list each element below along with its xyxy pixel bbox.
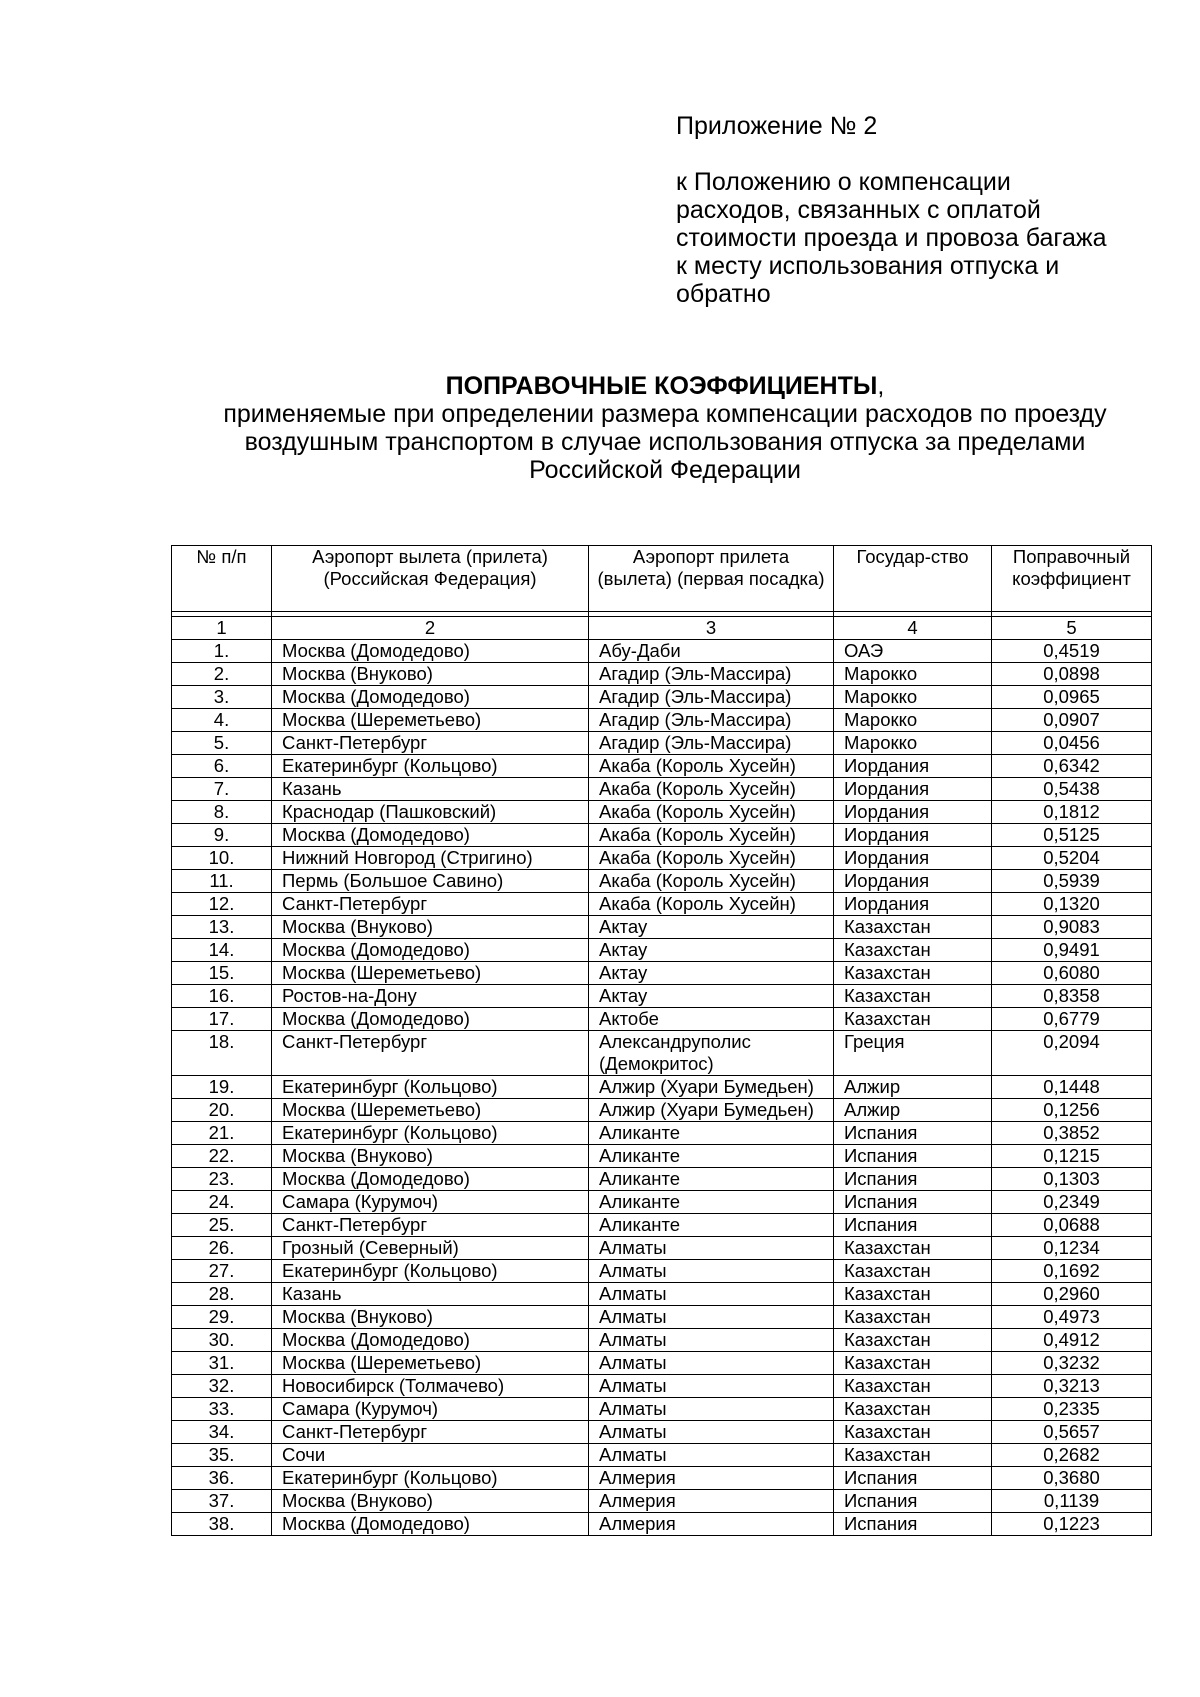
- table-row: [172, 962, 1152, 985]
- departure-airport-cell: Москва (Домодедово): [272, 1329, 589, 1352]
- coefficient-cell: 0,6779: [992, 1008, 1152, 1031]
- coefficient-cell: 0,1215: [992, 1145, 1152, 1168]
- heading-subtitle-line: применяемые при определении размера компенсации расходов по проезду: [223, 400, 1107, 428]
- row-number-cell: 5.: [172, 732, 272, 755]
- country-cell: Казахстан: [834, 1329, 992, 1352]
- country-cell: Иордания: [834, 755, 992, 778]
- departure-airport-cell: Новосибирск (Толмачево): [272, 1375, 589, 1398]
- row-number-cell: 13.: [172, 916, 272, 939]
- row-number-cell: 1.: [172, 640, 272, 663]
- table-row: [172, 847, 1152, 870]
- coefficient-cell: 0,4973: [992, 1306, 1152, 1329]
- appendix-line: к месту использования отпуска и: [676, 252, 1060, 280]
- country-cell: Испания: [834, 1122, 992, 1145]
- coefficient-cell: 0,0688: [992, 1214, 1152, 1237]
- header-coefficient: Поправочный коэффициент: [992, 546, 1152, 612]
- arrival-airport-cell: Алматы: [589, 1444, 834, 1467]
- country-cell: Казахстан: [834, 1352, 992, 1375]
- arrival-airport-cell: Алматы: [589, 1283, 834, 1306]
- departure-airport-cell: Грозный (Северный): [272, 1237, 589, 1260]
- arrival-airport-cell: Аликанте: [589, 1191, 834, 1214]
- country-cell: Марокко: [834, 663, 992, 686]
- country-cell: Казахстан: [834, 916, 992, 939]
- table-row: [172, 755, 1152, 778]
- country-cell: Казахстан: [834, 1260, 992, 1283]
- table-row: [172, 1168, 1152, 1191]
- country-cell: Алжир: [834, 1076, 992, 1099]
- row-number-cell: 30.: [172, 1329, 272, 1352]
- country-cell: Казахстан: [834, 1008, 992, 1031]
- country-cell: Марокко: [834, 732, 992, 755]
- departure-airport-cell: Нижний Новгород (Стригино): [272, 847, 589, 870]
- departure-airport-cell: Москва (Домодедово): [272, 1008, 589, 1031]
- coefficient-cell: 0,1303: [992, 1168, 1152, 1191]
- coefficient-cell: 0,2960: [992, 1283, 1152, 1306]
- departure-airport-cell: Москва (Внуково): [272, 1145, 589, 1168]
- departure-airport-cell: Пермь (Большое Савино): [272, 870, 589, 893]
- coefficient-cell: 0,1256: [992, 1099, 1152, 1122]
- arrival-airport-cell: Алматы: [589, 1260, 834, 1283]
- table-row: [172, 1513, 1152, 1536]
- heading-title: ПОПРАВОЧНЫЕ КОЭФФИЦИЕНТЫ: [445, 372, 878, 400]
- country-cell: Иордания: [834, 778, 992, 801]
- heading-title-line: [150, 372, 1180, 400]
- coefficient-cell: 0,2335: [992, 1398, 1152, 1421]
- departure-airport-cell: Москва (Шереметьево): [272, 962, 589, 985]
- table-row: [172, 801, 1152, 824]
- table-row: [172, 1237, 1152, 1260]
- coefficient-cell: 0,4519: [992, 640, 1152, 663]
- appendix-line: стоимости проезда и провоза багажа: [676, 224, 1107, 252]
- country-cell: ОАЭ: [834, 640, 992, 663]
- header-departure-airport: Аэропорт вылета (прилета) (Российская Федерация): [272, 546, 589, 612]
- arrival-airport-cell: Агадир (Эль-Массира): [589, 709, 834, 732]
- column-number: 3: [589, 617, 834, 640]
- document-heading: [150, 372, 1180, 484]
- country-cell: Марокко: [834, 686, 992, 709]
- table-row: [172, 1191, 1152, 1214]
- row-number-cell: 2.: [172, 663, 272, 686]
- coefficient-cell: 0,3213: [992, 1375, 1152, 1398]
- table-row: [172, 732, 1152, 755]
- departure-airport-cell: Екатеринбург (Кольцово): [272, 1122, 589, 1145]
- country-cell: Иордания: [834, 801, 992, 824]
- row-number-cell: 20.: [172, 1099, 272, 1122]
- departure-airport-cell: Москва (Шереметьево): [272, 1352, 589, 1375]
- country-cell: Греция: [834, 1031, 992, 1076]
- coefficient-cell: 0,1812: [992, 801, 1152, 824]
- coefficient-cell: 0,8358: [992, 985, 1152, 1008]
- arrival-airport-cell: Акаба (Король Хусейн): [589, 778, 834, 801]
- table-row: [172, 870, 1152, 893]
- arrival-airport-cell: Актау: [589, 939, 834, 962]
- departure-airport-cell: Краснодар (Пашковский): [272, 801, 589, 824]
- table-row: [172, 640, 1152, 663]
- arrival-airport-cell: Акаба (Король Хусейн): [589, 893, 834, 916]
- arrival-airport-cell: Акаба (Король Хусейн): [589, 870, 834, 893]
- coefficient-cell: 0,1234: [992, 1237, 1152, 1260]
- header-number: № п/п: [172, 546, 272, 612]
- country-cell: Иордания: [834, 824, 992, 847]
- coefficient-cell: 0,5204: [992, 847, 1152, 870]
- row-number-cell: 36.: [172, 1467, 272, 1490]
- row-number-cell: 23.: [172, 1168, 272, 1191]
- country-cell: Казахстан: [834, 939, 992, 962]
- table-row: [172, 663, 1152, 686]
- table-row: [172, 1076, 1152, 1099]
- row-number-cell: 9.: [172, 824, 272, 847]
- arrival-airport-cell: Алматы: [589, 1329, 834, 1352]
- table-row: [172, 1099, 1152, 1122]
- coefficient-cell: 0,3680: [992, 1467, 1152, 1490]
- row-number-cell: 11.: [172, 870, 272, 893]
- row-number-cell: 34.: [172, 1421, 272, 1444]
- departure-airport-cell: Санкт-Петербург: [272, 732, 589, 755]
- country-cell: Казахстан: [834, 1306, 992, 1329]
- departure-airport-cell: Москва (Внуково): [272, 1490, 589, 1513]
- departure-airport-cell: Москва (Домодедово): [272, 686, 589, 709]
- column-number-row: [172, 617, 1152, 640]
- departure-airport-cell: Москва (Домодедово): [272, 939, 589, 962]
- arrival-airport-cell: Алматы: [589, 1375, 834, 1398]
- column-number: 1: [172, 617, 272, 640]
- row-number-cell: 19.: [172, 1076, 272, 1099]
- coefficient-cell: 0,5939: [992, 870, 1152, 893]
- row-number-cell: 18.: [172, 1031, 272, 1076]
- table-row: [172, 1352, 1152, 1375]
- departure-airport-cell: Казань: [272, 1283, 589, 1306]
- row-number-cell: 38.: [172, 1513, 272, 1536]
- departure-airport-cell: Екатеринбург (Кольцово): [272, 755, 589, 778]
- arrival-airport-cell: Акаба (Король Хусейн): [589, 755, 834, 778]
- row-number-cell: 31.: [172, 1352, 272, 1375]
- table-header-row: [172, 546, 1152, 612]
- departure-airport-cell: Санкт-Петербург: [272, 1031, 589, 1076]
- heading-subtitle-line: Российской Федерации: [529, 456, 801, 484]
- table-row: [172, 1467, 1152, 1490]
- departure-airport-cell: Москва (Домодедово): [272, 640, 589, 663]
- arrival-airport-cell: Алматы: [589, 1421, 834, 1444]
- country-cell: Испания: [834, 1467, 992, 1490]
- row-number-cell: 16.: [172, 985, 272, 1008]
- coefficient-cell: 0,4912: [992, 1329, 1152, 1352]
- departure-airport-cell: Казань: [272, 778, 589, 801]
- row-number-cell: 10.: [172, 847, 272, 870]
- row-number-cell: 4.: [172, 709, 272, 732]
- departure-airport-cell: Самара (Курумоч): [272, 1191, 589, 1214]
- appendix-line: расходов, связанных с оплатой: [676, 196, 1041, 224]
- departure-airport-cell: Санкт-Петербург: [272, 893, 589, 916]
- table-row: [172, 709, 1152, 732]
- table-row: [172, 1375, 1152, 1398]
- row-number-cell: 32.: [172, 1375, 272, 1398]
- arrival-airport-cell: Акаба (Король Хусейн): [589, 847, 834, 870]
- table-row: [172, 1490, 1152, 1513]
- table-row: [172, 778, 1152, 801]
- arrival-airport-cell: Алмерия: [589, 1467, 834, 1490]
- arrival-airport-cell: Агадир (Эль-Массира): [589, 732, 834, 755]
- table-row: [172, 1398, 1152, 1421]
- coefficient-cell: 0,6080: [992, 962, 1152, 985]
- coefficient-cell: 0,0456: [992, 732, 1152, 755]
- table-row: [172, 686, 1152, 709]
- table-row: [172, 1260, 1152, 1283]
- coefficient-cell: 0,0965: [992, 686, 1152, 709]
- arrival-airport-cell: Алмерия: [589, 1490, 834, 1513]
- departure-airport-cell: Москва (Домодедово): [272, 1513, 589, 1536]
- arrival-airport-cell: Аликанте: [589, 1145, 834, 1168]
- coefficient-cell: 0,0898: [992, 663, 1152, 686]
- row-number-cell: 6.: [172, 755, 272, 778]
- table-row: [172, 1421, 1152, 1444]
- country-cell: Испания: [834, 1191, 992, 1214]
- arrival-airport-cell: Акаба (Король Хусейн): [589, 801, 834, 824]
- appendix-block: [676, 112, 1176, 308]
- row-number-cell: 24.: [172, 1191, 272, 1214]
- country-cell: Иордания: [834, 870, 992, 893]
- coefficient-cell: 0,1692: [992, 1260, 1152, 1283]
- table-row: [172, 1283, 1152, 1306]
- arrival-airport-cell: Алматы: [589, 1398, 834, 1421]
- coefficient-cell: 0,0907: [992, 709, 1152, 732]
- country-cell: Испания: [834, 1513, 992, 1536]
- row-number-cell: 7.: [172, 778, 272, 801]
- departure-airport-cell: Екатеринбург (Кольцово): [272, 1260, 589, 1283]
- departure-airport-cell: Москва (Домодедово): [272, 1168, 589, 1191]
- departure-airport-cell: Екатеринбург (Кольцово): [272, 1076, 589, 1099]
- table-row: [172, 893, 1152, 916]
- coefficient-cell: 0,3852: [992, 1122, 1152, 1145]
- row-number-cell: 8.: [172, 801, 272, 824]
- table-row: [172, 1145, 1152, 1168]
- header-country: Государ-ство: [834, 546, 992, 612]
- departure-airport-cell: Екатеринбург (Кольцово): [272, 1467, 589, 1490]
- country-cell: Иордания: [834, 847, 992, 870]
- departure-airport-cell: Москва (Домодедово): [272, 824, 589, 847]
- departure-airport-cell: Сочи: [272, 1444, 589, 1467]
- country-cell: Марокко: [834, 709, 992, 732]
- country-cell: Казахстан: [834, 1375, 992, 1398]
- row-number-cell: 17.: [172, 1008, 272, 1031]
- row-number-cell: 28.: [172, 1283, 272, 1306]
- table-row: [172, 1329, 1152, 1352]
- departure-airport-cell: Москва (Шереметьево): [272, 1099, 589, 1122]
- coefficient-cell: 0,5438: [992, 778, 1152, 801]
- row-number-cell: 25.: [172, 1214, 272, 1237]
- country-cell: Казахстан: [834, 962, 992, 985]
- departure-airport-cell: Москва (Внуково): [272, 916, 589, 939]
- country-cell: Казахстан: [834, 985, 992, 1008]
- departure-airport-cell: Москва (Шереметьево): [272, 709, 589, 732]
- country-cell: Испания: [834, 1168, 992, 1191]
- coefficient-cell: 0,1448: [992, 1076, 1152, 1099]
- arrival-airport-cell: Акаба (Король Хусейн): [589, 824, 834, 847]
- arrival-airport-cell: Актау: [589, 985, 834, 1008]
- row-number-cell: 14.: [172, 939, 272, 962]
- row-number-cell: 37.: [172, 1490, 272, 1513]
- country-cell: Испания: [834, 1490, 992, 1513]
- arrival-airport-cell: Аликанте: [589, 1168, 834, 1191]
- coefficient-cell: 0,1320: [992, 893, 1152, 916]
- row-number-cell: 26.: [172, 1237, 272, 1260]
- row-number-cell: 29.: [172, 1306, 272, 1329]
- column-number: 4: [834, 617, 992, 640]
- row-number-cell: 21.: [172, 1122, 272, 1145]
- table-row: [172, 985, 1152, 1008]
- row-number-cell: 3.: [172, 686, 272, 709]
- appendix-number: Приложение № 2: [676, 112, 878, 140]
- country-cell: Алжир: [834, 1099, 992, 1122]
- country-cell: Казахстан: [834, 1398, 992, 1421]
- country-cell: Испания: [834, 1145, 992, 1168]
- table-row: [172, 1031, 1152, 1076]
- table-row: [172, 824, 1152, 847]
- table-row: [172, 1214, 1152, 1237]
- arrival-airport-cell: Абу-Даби: [589, 640, 834, 663]
- arrival-airport-cell: Александруполис (Демокритос): [589, 1031, 834, 1076]
- departure-airport-cell: Самара (Курумоч): [272, 1398, 589, 1421]
- country-cell: Казахстан: [834, 1421, 992, 1444]
- row-number-cell: 22.: [172, 1145, 272, 1168]
- country-cell: Иордания: [834, 893, 992, 916]
- arrival-airport-cell: Агадир (Эль-Массира): [589, 686, 834, 709]
- coefficient-cell: 0,1139: [992, 1490, 1152, 1513]
- coefficient-cell: 0,6342: [992, 755, 1152, 778]
- departure-airport-cell: Санкт-Петербург: [272, 1214, 589, 1237]
- coefficient-cell: 0,5125: [992, 824, 1152, 847]
- coefficient-cell: 0,3232: [992, 1352, 1152, 1375]
- row-number-cell: 33.: [172, 1398, 272, 1421]
- coefficient-cell: 0,1223: [992, 1513, 1152, 1536]
- row-number-cell: 35.: [172, 1444, 272, 1467]
- header-arrival-airport: Аэропорт прилета (вылета) (первая посадка): [589, 546, 834, 612]
- arrival-airport-cell: Аликанте: [589, 1214, 834, 1237]
- row-number-cell: 15.: [172, 962, 272, 985]
- departure-airport-cell: Ростов-на-Дону: [272, 985, 589, 1008]
- coefficient-cell: 0,2682: [992, 1444, 1152, 1467]
- arrival-airport-cell: Аликанте: [589, 1122, 834, 1145]
- table-row: [172, 1306, 1152, 1329]
- heading-subtitle-line: воздушным транспортом в случае использования отпуска за пределами: [244, 428, 1086, 456]
- country-cell: Казахстан: [834, 1444, 992, 1467]
- coefficient-cell: 0,9491: [992, 939, 1152, 962]
- coefficient-cell: 0,5657: [992, 1421, 1152, 1444]
- country-cell: Казахстан: [834, 1283, 992, 1306]
- departure-airport-cell: Санкт-Петербург: [272, 1421, 589, 1444]
- column-number: 2: [272, 617, 589, 640]
- arrival-airport-cell: Алжир (Хуари Бумедьен): [589, 1076, 834, 1099]
- heading-title-suffix: ,: [877, 372, 885, 400]
- arrival-airport-cell: Актобе: [589, 1008, 834, 1031]
- departure-airport-cell: Москва (Внуково): [272, 663, 589, 686]
- table-row: [172, 1122, 1152, 1145]
- table-row: [172, 916, 1152, 939]
- country-cell: Казахстан: [834, 1237, 992, 1260]
- arrival-airport-cell: Алматы: [589, 1306, 834, 1329]
- table-row: [172, 1008, 1152, 1031]
- table-row: [172, 1444, 1152, 1467]
- arrival-airport-cell: Актау: [589, 962, 834, 985]
- arrival-airport-cell: Алмерия: [589, 1513, 834, 1536]
- arrival-airport-cell: Алжир (Хуари Бумедьен): [589, 1099, 834, 1122]
- arrival-airport-cell: Актау: [589, 916, 834, 939]
- appendix-line: обратно: [676, 280, 771, 308]
- column-number: 5: [992, 617, 1152, 640]
- table-row: [172, 939, 1152, 962]
- coefficient-cell: 0,2094: [992, 1031, 1152, 1076]
- arrival-airport-cell: Агадир (Эль-Массира): [589, 663, 834, 686]
- appendix-line: к Положению о компенсации: [676, 168, 1011, 196]
- coefficient-cell: 0,9083: [992, 916, 1152, 939]
- coefficients-table: [171, 545, 1152, 1536]
- row-number-cell: 12.: [172, 893, 272, 916]
- arrival-airport-cell: Алматы: [589, 1352, 834, 1375]
- coefficient-cell: 0,2349: [992, 1191, 1152, 1214]
- arrival-airport-cell: Алматы: [589, 1237, 834, 1260]
- departure-airport-cell: Москва (Внуково): [272, 1306, 589, 1329]
- country-cell: Испания: [834, 1214, 992, 1237]
- row-number-cell: 27.: [172, 1260, 272, 1283]
